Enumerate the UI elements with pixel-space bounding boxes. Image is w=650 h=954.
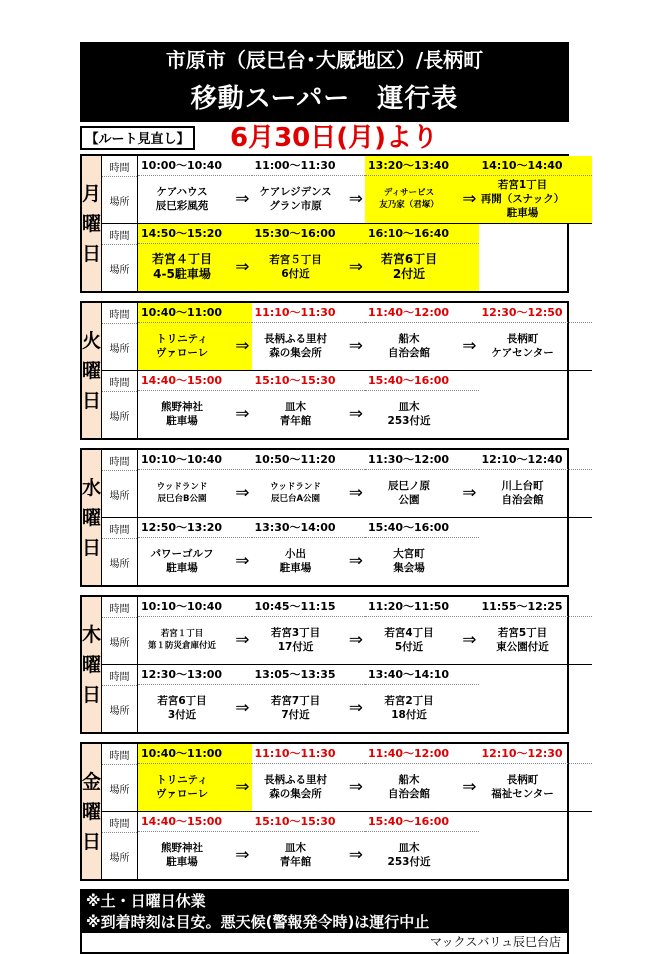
arrow-icon: ⇒ — [235, 189, 250, 209]
stop-cell — [479, 597, 593, 664]
day-name — [82, 303, 102, 438]
stop-place: ウッドランド 辰巳台A公園 — [270, 482, 321, 504]
row-labels — [102, 156, 138, 223]
arrow-icon: ⇒ — [348, 483, 364, 503]
arrow-icon: ⇒ — [235, 336, 250, 356]
stop-cell — [252, 303, 366, 370]
stop-time: 11:10～11:30 — [252, 744, 366, 764]
day-name — [82, 597, 102, 732]
row-labels — [102, 665, 138, 732]
stop-time: 15:40～16:00 — [365, 518, 479, 538]
schedule-block — [102, 812, 592, 879]
stop-cell — [252, 224, 366, 291]
stop-time: 15:30～16:00 — [252, 224, 366, 244]
row-labels — [102, 303, 138, 370]
stop-place: 若宮４丁目 4-5駐車場 — [152, 252, 213, 281]
day-name-char: 曜 — [82, 506, 102, 529]
stop-time: 14:40～15:00 — [138, 812, 252, 832]
day-name-char: 曜 — [82, 800, 102, 823]
time-label: 時間 — [102, 597, 137, 618]
stop-time: 12:30～12:50 — [479, 303, 593, 323]
stop-cell — [252, 450, 366, 517]
stop-cell — [252, 156, 366, 223]
stop-place: 若宮3丁目 17付近 — [270, 627, 321, 653]
day-name-char: 曜 — [82, 653, 102, 676]
stop-place: ケアレジデンス グラン市原 — [259, 186, 332, 212]
day-name-char: 日 — [82, 536, 102, 559]
stop-place: 小出 駐車場 — [279, 548, 312, 574]
stop-place: 船木 自治会館 — [388, 774, 431, 800]
arrow-icon: ⇒ — [235, 630, 250, 650]
stop-cell — [252, 812, 366, 879]
stop-time: 10:45～11:15 — [252, 597, 366, 617]
stop-time: 13:30～14:00 — [252, 518, 366, 538]
stop-time: 10:50～11:20 — [252, 450, 366, 470]
arrow-icon: ⇒ — [348, 845, 364, 865]
note-arrival-time: ※到着時刻は目安。悪天候(警報発令時)は運行中止 — [86, 913, 430, 931]
stop-place: 皿木 青年館 — [279, 842, 312, 868]
place-label: 場所 — [109, 784, 130, 796]
effective-date: 6月30日(月)より — [230, 123, 439, 153]
place-label: 場所 — [109, 411, 130, 423]
note-weekend-closed: ※土・日曜日休業 — [86, 892, 206, 910]
day-section-thursday — [80, 595, 569, 734]
day-name-char: 日 — [82, 389, 102, 412]
stop-place: 若宮1丁目 再開（スナック） 駐車場 — [480, 179, 565, 219]
stop-time: 12:10～12:30 — [479, 744, 593, 764]
stop-time: 12:50～13:20 — [138, 518, 252, 538]
stop-cell — [365, 744, 479, 811]
stop-place: 長柄ふる里村 森の集会所 — [264, 774, 328, 800]
arrow-icon: ⇒ — [348, 404, 364, 424]
stop-place: 皿木 253付近 — [387, 842, 431, 868]
arrow-icon: ⇒ — [462, 189, 477, 209]
arrow-icon: ⇒ — [462, 336, 477, 356]
stop-place: 長柄ふる里村 森の集会所 — [264, 333, 328, 359]
stop-cell — [138, 744, 252, 811]
day-name-char: 月 — [82, 182, 102, 205]
place-label: 場所 — [109, 637, 130, 649]
row-labels — [102, 812, 138, 879]
place-label: 場所 — [109, 343, 130, 355]
store-name: マックスバリュ辰巳台店 — [82, 933, 567, 952]
arrow-icon: ⇒ — [462, 777, 477, 797]
stop-cell — [365, 812, 479, 879]
stop-place: 辰巳ノ原 公園 — [388, 480, 431, 506]
day-section-tuesday — [80, 301, 569, 440]
arrow-icon: ⇒ — [235, 257, 250, 277]
stop-cell — [365, 518, 479, 585]
stop-time: 15:10～15:30 — [252, 371, 366, 391]
time-label: 時間 — [102, 371, 137, 392]
time-label: 時間 — [102, 518, 137, 539]
day-name-char: 日 — [82, 683, 102, 706]
arrow-icon: ⇒ — [348, 257, 364, 277]
stop-cell — [365, 665, 479, 732]
stop-cell — [252, 518, 366, 585]
day-name-char: 曜 — [82, 359, 102, 382]
row-labels — [102, 744, 138, 811]
stop-cell — [138, 224, 252, 291]
stop-cell — [365, 597, 479, 664]
stop-time: 10:10～10:40 — [138, 597, 252, 617]
stop-cell — [138, 665, 252, 732]
stop-time: 11:20～11:50 — [365, 597, 479, 617]
time-label: 時間 — [102, 812, 137, 833]
day-name-char: 日 — [82, 830, 102, 853]
stop-place: 若宮5丁目 東公園付近 — [496, 627, 549, 653]
place-label: 場所 — [109, 558, 130, 570]
arrow-icon: ⇒ — [348, 551, 364, 571]
day-sections — [80, 154, 569, 881]
stop-cell — [138, 450, 252, 517]
stop-cell — [479, 450, 593, 517]
stop-cell — [138, 597, 252, 664]
schedule-block — [102, 518, 592, 585]
stop-time: 13:20～13:40 — [365, 156, 479, 176]
day-section-wednesday — [80, 448, 569, 587]
stop-time: 15:40～16:00 — [365, 812, 479, 832]
stop-place: ディサービス 友乃家（君塚） — [379, 188, 439, 210]
day-section-monday — [80, 154, 569, 293]
stop-time: 10:40～11:00 — [138, 303, 252, 323]
place-label: 場所 — [109, 264, 130, 276]
stop-time: 14:50～15:20 — [138, 224, 252, 244]
arrow-icon: ⇒ — [235, 483, 250, 503]
schedule-block — [102, 303, 592, 371]
day-name — [82, 744, 102, 879]
day-name-char: 曜 — [82, 212, 102, 235]
stop-place: 皿木 青年館 — [279, 401, 312, 427]
time-label: 時間 — [102, 744, 137, 765]
notes-box — [80, 889, 569, 954]
day-name — [82, 156, 102, 291]
stop-place: 大宮町 集会場 — [393, 548, 425, 574]
stop-place: 熊野神社 駐車場 — [161, 842, 204, 868]
row-labels — [102, 224, 138, 291]
day-name-char: 日 — [82, 242, 102, 265]
stop-time: 11:30～12:00 — [365, 450, 479, 470]
stop-cell — [479, 156, 593, 223]
stop-place: 長柄町 福祉センター — [491, 774, 554, 800]
schedule-block — [102, 224, 592, 291]
stop-place: 皿木 253付近 — [387, 401, 431, 427]
page-title: 移動スーパー 運行表 — [80, 78, 569, 122]
stop-time: 10:10～10:40 — [138, 450, 252, 470]
stop-place: トリニティ ヴァローレ — [155, 774, 209, 800]
stop-time: 14:40～15:00 — [138, 371, 252, 391]
stop-place: 長柄町 ケアセンター — [491, 333, 554, 359]
time-label: 時間 — [102, 665, 137, 686]
place-label: 場所 — [109, 196, 130, 208]
stop-time: 11:40～12:00 — [365, 744, 479, 764]
stop-cell — [138, 518, 252, 585]
arrow-icon: ⇒ — [235, 777, 250, 797]
time-label: 時間 — [102, 224, 137, 245]
schedule-block — [102, 665, 592, 732]
stop-cell — [138, 303, 252, 370]
row-labels — [102, 597, 138, 664]
stop-place: 若宮１丁目 第１防災倉庫付近 — [148, 629, 217, 651]
stop-cell — [365, 156, 479, 223]
stop-cell — [252, 744, 366, 811]
stop-time: 11:00～11:30 — [252, 156, 366, 176]
stop-cell — [252, 665, 366, 732]
stop-cell — [138, 371, 252, 438]
stop-cell — [252, 597, 366, 664]
arrow-icon: ⇒ — [348, 336, 364, 356]
arrow-icon: ⇒ — [348, 777, 364, 797]
day-name-char: 水 — [82, 476, 102, 499]
stop-place: 若宮6丁目 2付近 — [380, 252, 438, 281]
stop-cell — [479, 303, 593, 370]
place-label: 場所 — [109, 852, 130, 864]
arrow-icon: ⇒ — [235, 404, 250, 424]
day-name-char: 火 — [82, 329, 102, 352]
stop-place: 川上台町 自治会館 — [501, 480, 544, 506]
row-labels — [102, 450, 138, 517]
stop-time: 10:40～11:00 — [138, 744, 252, 764]
stop-place: 若宮4丁目 5付近 — [384, 627, 434, 653]
stop-cell — [365, 371, 479, 438]
row-labels — [102, 518, 138, 585]
stop-place: 若宮５丁目 6付近 — [269, 254, 322, 280]
place-label: 場所 — [109, 705, 130, 717]
stop-cell — [479, 744, 593, 811]
stop-cell — [365, 450, 479, 517]
stop-place: 若宮6丁目 3付近 — [157, 695, 207, 721]
day-name-char: 木 — [82, 623, 102, 646]
stop-place: 船木 自治会館 — [388, 333, 431, 359]
stop-time: 15:10～15:30 — [252, 812, 366, 832]
stop-cell — [138, 812, 252, 879]
stop-cell — [365, 224, 479, 291]
stop-time: 11:55～12:25 — [479, 597, 593, 617]
place-label: 場所 — [109, 490, 130, 502]
stop-place: ケアハウス 辰巳彩風苑 — [155, 186, 209, 212]
arrow-icon: ⇒ — [462, 483, 477, 503]
route-banner — [80, 122, 569, 154]
area-title: 市原市（辰巳台･大厩地区）/長柄町 — [80, 42, 569, 78]
arrow-icon: ⇒ — [235, 698, 250, 718]
arrow-icon: ⇒ — [462, 630, 477, 650]
stop-place: 熊野神社 駐車場 — [161, 401, 204, 427]
stop-time: 12:30～13:00 — [138, 665, 252, 685]
schedule-block — [102, 597, 592, 665]
stop-time: 11:10～11:30 — [252, 303, 366, 323]
schedule-sheet — [80, 42, 569, 954]
time-label: 時間 — [102, 450, 137, 471]
stop-place: ウッドランド 辰巳台B公園 — [156, 482, 208, 504]
time-label: 時間 — [102, 303, 137, 324]
arrow-icon: ⇒ — [348, 630, 364, 650]
stop-time: 15:40～16:00 — [365, 371, 479, 391]
stop-time: 13:05～13:35 — [252, 665, 366, 685]
stop-cell — [138, 156, 252, 223]
schedule-block — [102, 156, 592, 224]
schedule-block — [102, 744, 592, 812]
arrow-icon: ⇒ — [235, 551, 250, 571]
stop-time: 11:40～12:00 — [365, 303, 479, 323]
stop-cell — [365, 303, 479, 370]
arrow-icon: ⇒ — [348, 698, 364, 718]
schedule-block — [102, 450, 592, 518]
stop-place: パワーゴルフ 駐車場 — [150, 548, 214, 574]
route-change-label: 【ルート見直し】 — [80, 126, 195, 150]
day-section-friday — [80, 742, 569, 881]
arrow-icon: ⇒ — [235, 845, 250, 865]
stop-time: 14:10～14:40 — [479, 156, 593, 176]
stop-place: トリニティ ヴァローレ — [155, 333, 209, 359]
stop-time: 10:00～10:40 — [138, 156, 252, 176]
time-label: 時間 — [102, 156, 137, 177]
arrow-icon: ⇒ — [348, 189, 364, 209]
stop-time: 13:40～14:10 — [365, 665, 479, 685]
row-labels — [102, 371, 138, 438]
day-name-char: 金 — [82, 770, 102, 793]
stop-cell — [252, 371, 366, 438]
stop-time: 16:10～16:40 — [365, 224, 479, 244]
stop-time: 12:10～12:40 — [479, 450, 593, 470]
schedule-block — [102, 371, 592, 438]
stop-place: 若宮7丁目 7付近 — [270, 695, 321, 721]
day-name — [82, 450, 102, 585]
stop-place: 若宮2丁目 18付近 — [384, 695, 434, 721]
